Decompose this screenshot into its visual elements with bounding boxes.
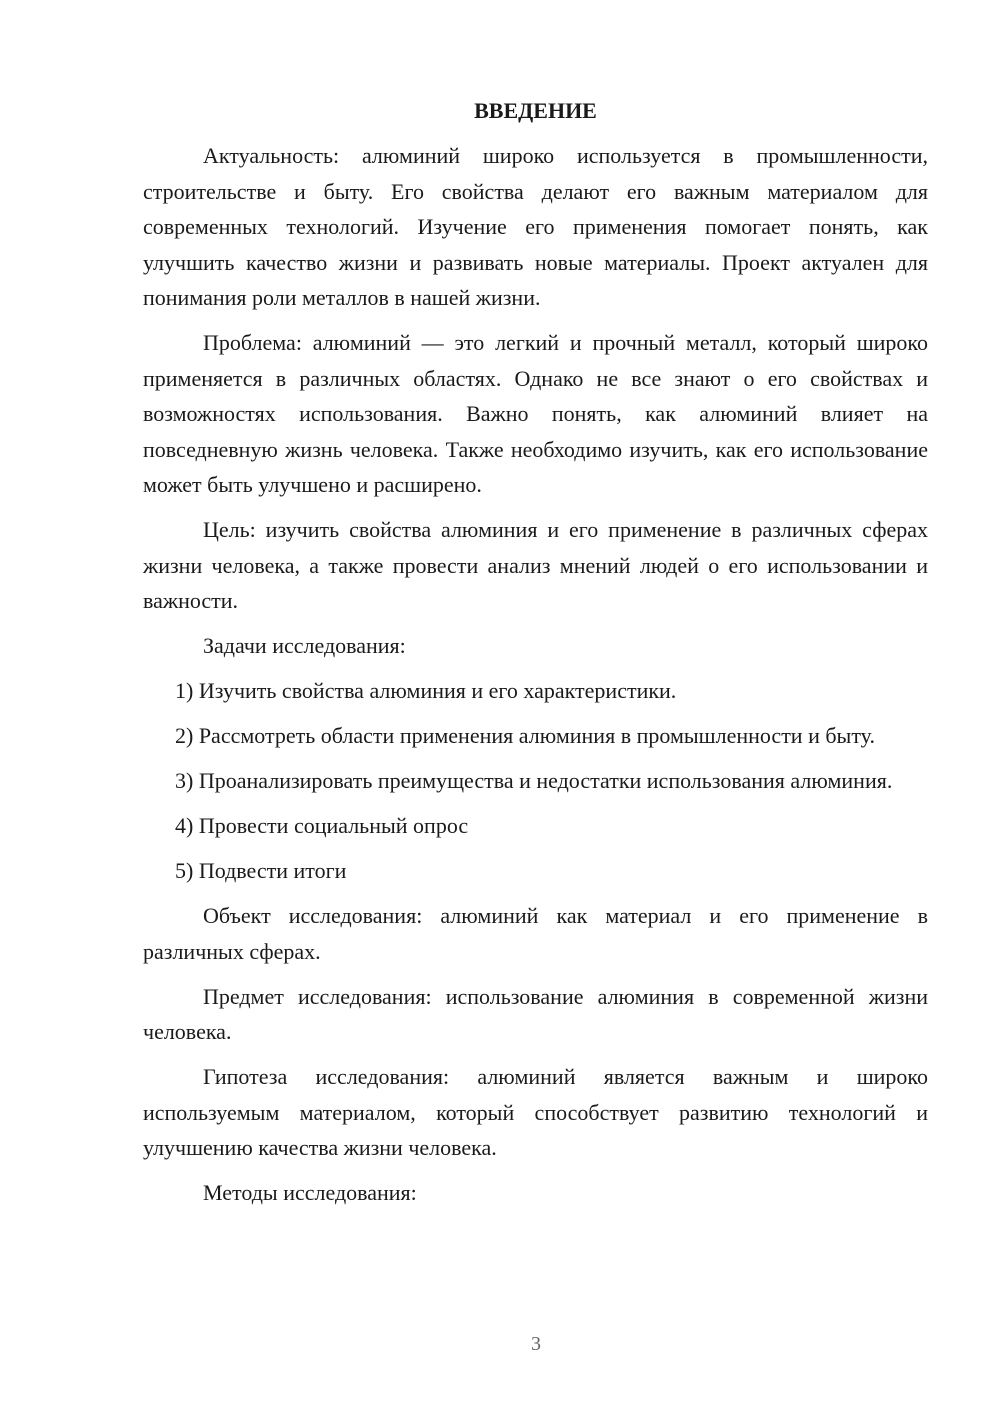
paragraph-problem: Проблема: алюминий — это легкий и прочный металл, который широко применяется в различных областях. Однако не все знают о его свойствах и возможностях использования. Важно понять, как алюминий влияет на повседневную жизнь человека. Также необходимо изучить, как его использование может быть улучшено и расширено. [143,330,928,497]
paragraph-tasks-heading: Задачи исследования: [203,633,406,658]
page-content [143,95,928,1220]
paragraph-goal: Цель: изучить свойства алюминия и его применение в различных сферах жизни человека, а также провести анализ мнений людей о его использовании и важности. [143,517,928,613]
paragraph-relevance: Актуальность: алюминий широко используется в промышленности, строительстве и быту. Его свойства делают его важным материалом для современных технологий. Изучение его применения помогает понять, как улучшить качество жизни и развивать новые материалы. Проект актуален для понимания роли металлов в нашей жизни. [143,143,928,310]
page-number: 3 [531,1333,541,1355]
task-list-item-1: 1) Изучить свойства алюминия и его характеристики. [175,678,677,703]
paragraph-subject: Предмет исследования: использование алюминия в современной жизни человека. [143,983,928,1044]
paragraph-object: Объект исследования: алюминий как материал и его применение в различных сферах. [143,903,928,964]
paragraph-hypothesis: Гипотеза исследования: алюминий является важным и широко используемым материалом, который способствует развитию технологий и улучшению качества жизни человека. [143,1064,928,1160]
task-list-item-2: 2) Рассмотреть области применения алюминия в промышленности и быту. [175,723,875,748]
task-list-item-4: 4) Провести социальный опрос [175,813,469,838]
task-list-item-3: 3) Проанализировать преимущества и недостатки использования алюминия. [175,768,893,793]
task-list-item-5: 5) Подвести итоги [175,858,347,883]
section-title: ВВЕДЕНИЕ [474,98,597,123]
paragraph-methods: Методы исследования: [203,1180,417,1205]
